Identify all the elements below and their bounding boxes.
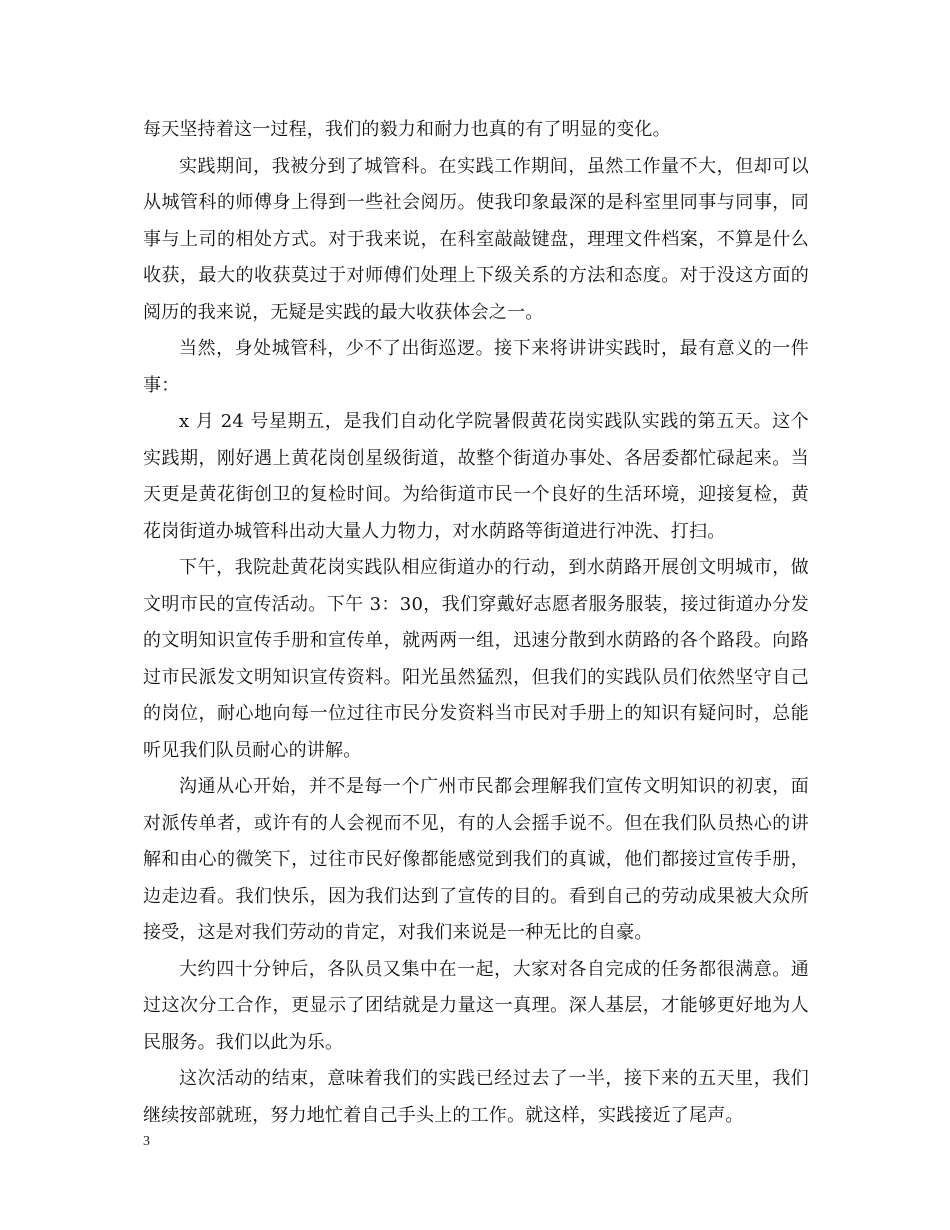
paragraph-2: 实践期间，我被分到了城管科。在实践工作期间，虽然工作量不大，但却可以从城管科的师傅身上得到一些社会阅历。使我印象最深的是科室里同事与同事，同事与上司的相处方式。对于我来说，在科室敲敲键盘，理理文件档案，不算是什么收获，最大的收获莫过于对师傅们处理上下级关系的方法和态度。对于没这方面的阅历的我来说，无疑是实践的最大收获体会之一。 <box>143 155 809 323</box>
paragraph-3: 当然，身处城管科，少不了出街巡逻。接下来将讲讲实践时，最有意义的一件事： <box>143 338 809 396</box>
paragraph-1: 每天坚持着这一过程，我们的毅力和耐力也真的有了明显的变化。 <box>143 119 671 140</box>
paragraph-6: 沟通从心开始，并不是每一个广州市民都会理解我们宣传文明知识的初衷，面对派传单者，或许有的人会视而不见，有的人会摇手说不。但在我们队员热心的讲解和由心的微笑下，过往市民好像都能感觉到我们的真诚，他们都接过宣传手册，边走边看。我们快乐，因为我们达到了宣传的目的。看到自己的劳动成果被大众所接受，这是对我们劳动的肯定，对我们来说是一种无比的自豪。 <box>143 776 809 943</box>
page-number: 3 <box>143 1134 150 1149</box>
paragraph-7: 大约四十分钟后，各队员又集中在一起，大家对各自完成的任务都很满意。通过这次分工合作，更显示了团结就是力量这一真理。深人基层，才能够更好地为人民服务。我们以此为乐。 <box>143 958 809 1053</box>
paragraph-5: 下午，我院赴黄花岗实践队相应街道办的行动，到水荫路开展创文明城市，做文明市民的宣传活动。下午 3：30，我们穿戴好志愿者服务服装，接过街道办分发的文明知识宣传手册和宣传单，就两两一组，迅速分散到水荫路的各个路段。向路过市民派发文明知识宣传资料。阳光虽然猛烈，但我们的实践队员们依然坚守自己的岗位，耐心地向每一位过往市民分发资料当市民对手册上的知识有疑问时，总能听见我们队员耐心的讲解。 <box>143 557 809 761</box>
document-body <box>143 112 809 1134</box>
paragraph-8: 这次活动的结束，意味着我们的实践已经过去了一半，接下来的五天里，我们继续按部就班，努力地忙着自己手头上的工作。就这样，实践接近了尾声。 <box>143 1068 809 1126</box>
paragraph-4: x 月 24 号星期五，是我们自动化学院暑假黄花岗实践队实践的第五天。这个实践期，刚好遇上黄花岗创星级街道，故整个街道办事处、各居委都忙碌起来。当天更是黄花街创卫的复检时间。为给街道市民一个良好的生活环境，迎接复检，黄花岗街道办城管科出动大量人力物力，对水荫路等街道进行冲洗、打扫。 <box>143 411 809 542</box>
